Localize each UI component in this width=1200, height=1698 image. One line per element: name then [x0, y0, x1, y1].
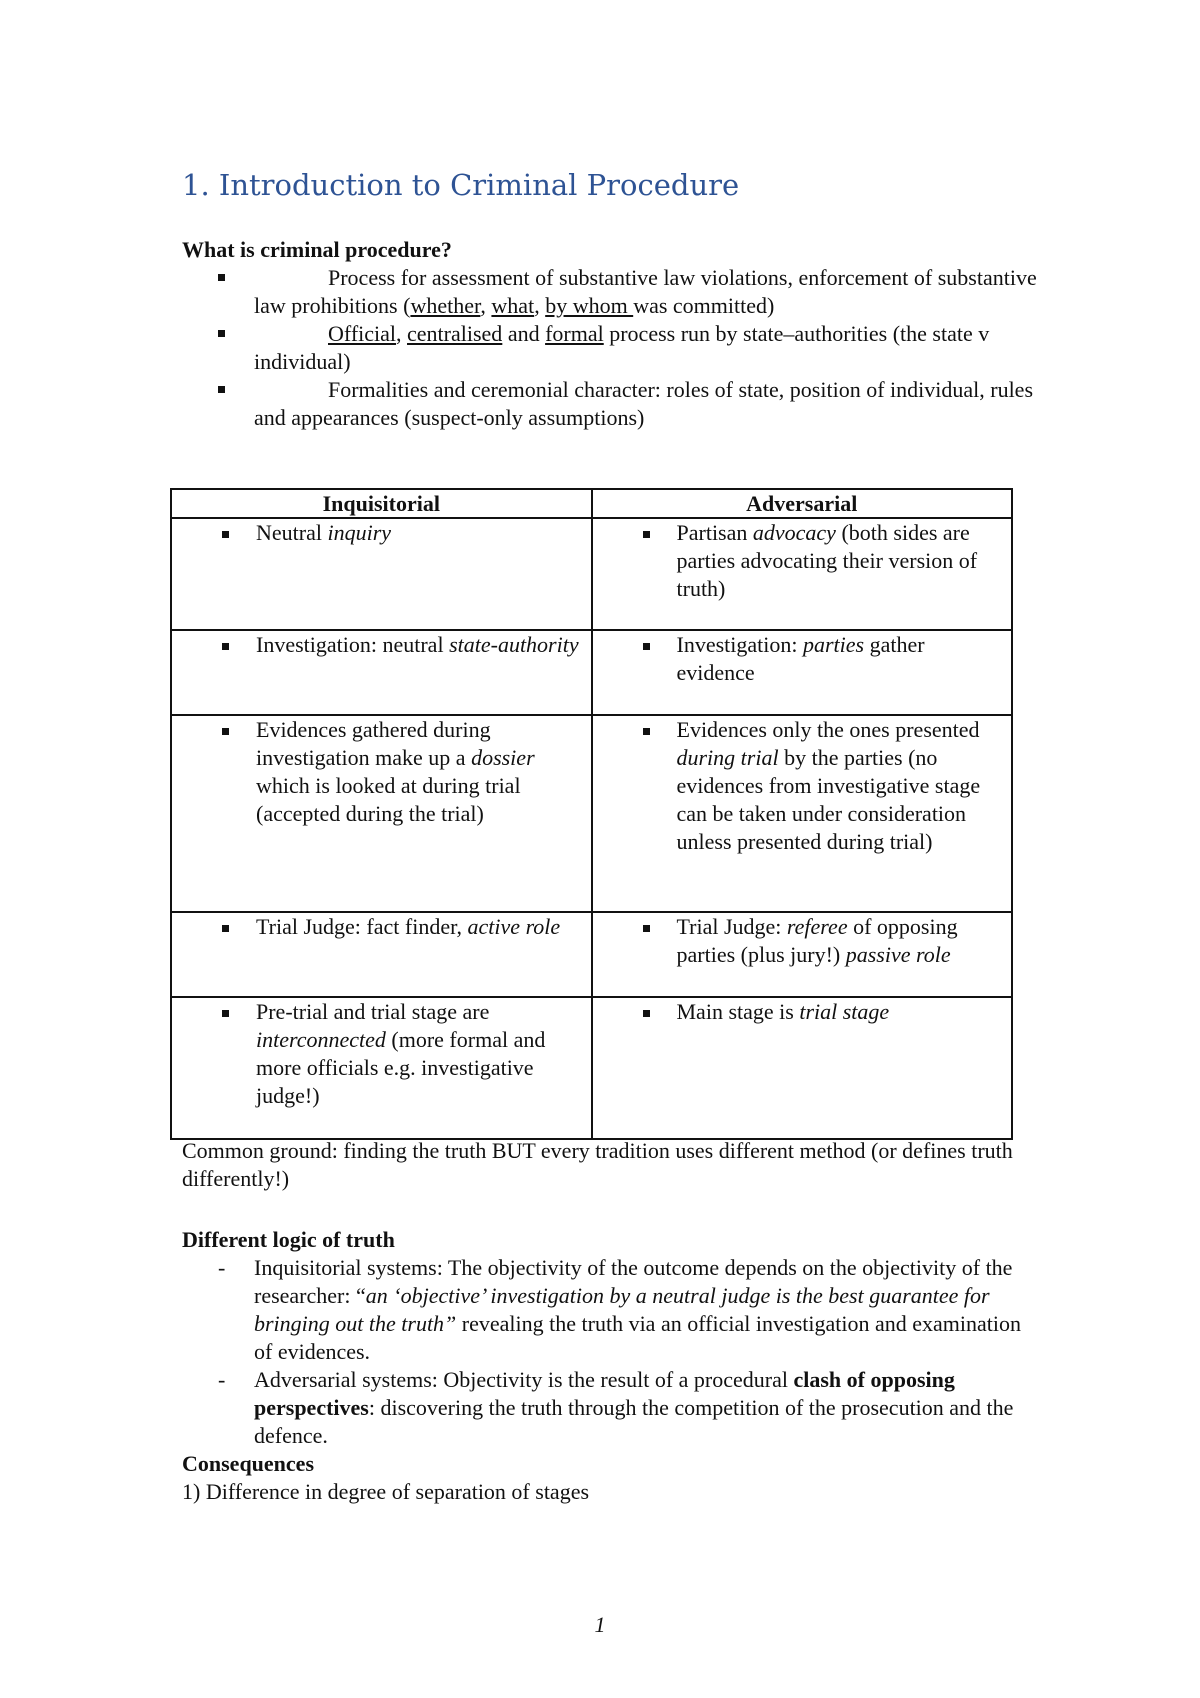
list-item: - Inquisitorial systems: The objectivity of the outcome depends on the objectivity of the researcher: “an ‘objective’ investigation by a neutral judge is the best guarantee for bringing out the truth” revealing the truth via an official investigation and examination of evidences. [218, 1255, 1021, 1364]
table-header-row [171, 489, 1012, 518]
list-item: - Adversarial systems: Objectivity is the result of a procedural clash of opposing perspectives: discovering the truth through the competition of the prosecution and the defence. [218, 1367, 1014, 1448]
intro-list [182, 264, 1042, 432]
dash-bullet-icon: - [218, 1255, 226, 1280]
underlined-text: what [491, 293, 535, 318]
square-bullet-icon [218, 330, 225, 337]
section-heading-consequences: Consequences [182, 1451, 315, 1476]
dash-bullet-icon: - [218, 1367, 226, 1392]
table-row [171, 912, 1012, 997]
table-cell: Trial Judge: referee of opposing parties (plus jury!) passive role [592, 912, 1013, 997]
square-bullet-icon [218, 274, 225, 281]
table-cell: Investigation: parties gather evidence [592, 630, 1013, 715]
table-cell: Neutral inquiry [171, 518, 592, 630]
logic-list [182, 1254, 1042, 1450]
table-cell: Main stage is trial stage [592, 997, 1013, 1139]
table-row [171, 518, 1012, 630]
underlined-text: by whom [545, 293, 634, 318]
list-item: Official, centralised and formal process run by state–authorities (the state v individual) [182, 320, 1042, 376]
underlined-text: formal [545, 321, 604, 346]
consequences-section [182, 1450, 1042, 1506]
square-bullet-icon [643, 1010, 650, 1017]
square-bullet-icon [222, 925, 229, 932]
table-cell: Partisan advocacy (both sides are parties advocating their version of truth) [592, 518, 1013, 630]
consequence-item: 1) Difference in degree of separation of stages [182, 1479, 590, 1504]
comparison-table [170, 488, 1013, 1140]
square-bullet-icon [222, 643, 229, 650]
section-heading-what: What is criminal procedure? [182, 237, 452, 262]
square-bullet-icon [643, 531, 650, 538]
underlined-text: centralised [407, 321, 503, 346]
square-bullet-icon [643, 643, 650, 650]
square-bullet-icon [222, 1010, 229, 1017]
square-bullet-icon [218, 386, 225, 393]
column-header-adversarial: Adversarial [592, 489, 1013, 518]
common-ground-paragraph: Common ground: finding the truth BUT every tradition uses different method (or defines truth differently!) [182, 1138, 1013, 1191]
column-header-inquisitorial: Inquisitorial [171, 489, 592, 518]
intro-section [182, 236, 1042, 432]
list-item: Process for assessment of substantive law violations, enforcement of substantive law prohibitions (whether, what, by whom was committed) [182, 264, 1042, 320]
square-bullet-icon [643, 925, 650, 932]
table-cell: Trial Judge: fact finder, active role [171, 912, 592, 997]
list-item: Formalities and ceremonial character: roles of state, position of individual, rules and appearances (suspect-only assumptions) [182, 376, 1042, 432]
logic-section [182, 1226, 1042, 1450]
section-heading-logic: Different logic of truth [182, 1227, 395, 1252]
table-row [171, 630, 1012, 715]
square-bullet-icon [643, 728, 650, 735]
page-title: 1. Introduction to Criminal Procedure [182, 168, 740, 202]
table-cell: Evidences only the ones presented during trial by the parties (no evidences from investigative stage can be taken under consideration unless presented during trial) [592, 715, 1013, 912]
square-bullet-icon [222, 531, 229, 538]
page-number: 1 [594, 1612, 606, 1637]
underlined-text: whether [410, 293, 481, 318]
table-cell: Pre-trial and trial stage are interconnected (more formal and more officials e.g. investigative judge!) [171, 997, 592, 1139]
table-row [171, 715, 1012, 912]
underlined-text: Official [328, 321, 397, 346]
table-cell: Investigation: neutral state-authority [171, 630, 592, 715]
square-bullet-icon [222, 728, 229, 735]
table-row [171, 997, 1012, 1139]
table-cell: Evidences gathered during investigation make up a dossier which is looked at during trial (accepted during the trial) [171, 715, 592, 912]
